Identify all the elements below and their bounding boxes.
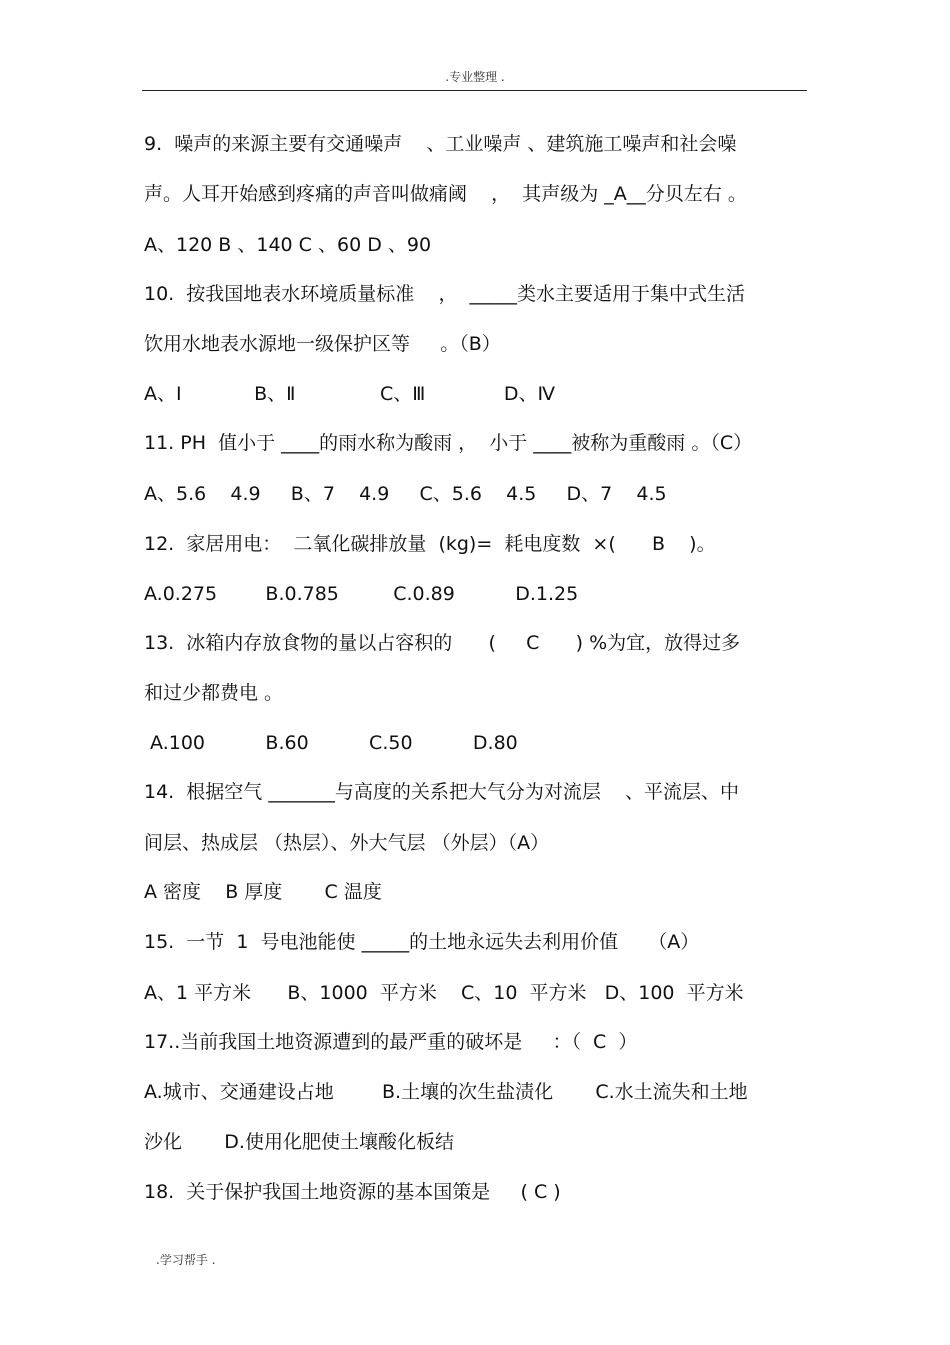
page-header: .专业整理 .	[445, 70, 505, 84]
text-line-q18: 18. 关于保护我国土地资源的基本国策是 ( C )	[144, 1181, 561, 1203]
text-line-q9-options: A、120 B 、140 C 、60 D 、90	[144, 234, 432, 256]
text-line-q13-1: 13. 冰箱内存放食物的量以占容积的 ( C ) %为宜，放得过多	[144, 632, 741, 654]
text-line-q15: 15. 一节 1 号电池能使 _____的土地永远失去利用价值 （A）	[144, 931, 700, 953]
text-line-q12: 12. 家居用电： 二氧化碳排放量 (kg)= 耗电度数 ×( B )。	[144, 533, 716, 555]
text-line-q17-options-2: 沙化 D.使用化肥使土壤酸化板结	[144, 1131, 454, 1153]
text-line-q10-2: 饮用水地表水源地一级保护区等 。（B）	[144, 333, 501, 355]
text-line-q9-1: 9. 噪声的来源主要有交通噪声 、工业噪声 、建筑施工噪声和社会噪	[144, 133, 737, 155]
text-line-q11: 11. PH 值小于 ____的雨水称为酸雨 ， 小于 ____被称为重酸雨 。（C）	[144, 432, 753, 454]
text-line-q14-1: 14. 根据空气 _______与高度的关系把大气分为对流层 、平流层、中	[144, 781, 739, 803]
text-line-q10-1: 10. 按我国地表水环境质量标准 ， _____类水主要适用于集中式生活	[144, 283, 746, 305]
text-line-q14-2: 间层、热成层 （热层）、外大气层 （外层）（A）	[144, 832, 550, 854]
text-line-q10-options: A、Ⅰ B、Ⅱ C、Ⅲ D、Ⅳ	[144, 383, 556, 405]
text-line-q9-2: 声。人耳开始感到疼痛的声音叫做痛阈 ， 其声级为 _A__分贝左右 。	[144, 183, 747, 205]
text-line-q11-options: A、5.6 4.9 B、7 4.9 C、5.6 4.5 D、7 4.5	[144, 483, 667, 505]
text-line-q14-options: A 密度 B 厚度 C 温度	[144, 881, 382, 903]
text-line-q17: 17..当前我国土地资源遭到的最严重的破坏是 ：（ C ）	[144, 1031, 638, 1053]
text-line-q13-2: 和过少都费电 。	[144, 682, 284, 704]
page-footer: .学习帮手 .	[156, 1253, 216, 1267]
text-line-q13-options: A.100 B.60 C.50 D.80	[144, 732, 518, 754]
text-line-q15-options: A、1 平方米 B、1000 平方米 C、10 平方米 D、100 平方米	[144, 982, 744, 1004]
header-rule	[142, 90, 807, 91]
text-line-q17-options-1: A.城市、交通建设占地 B.土壤的次生盐渍化 C.水土流失和土地	[144, 1081, 748, 1103]
text-line-q12-options: A.0.275 B.0.785 C.0.89 D.1.25	[144, 583, 579, 605]
